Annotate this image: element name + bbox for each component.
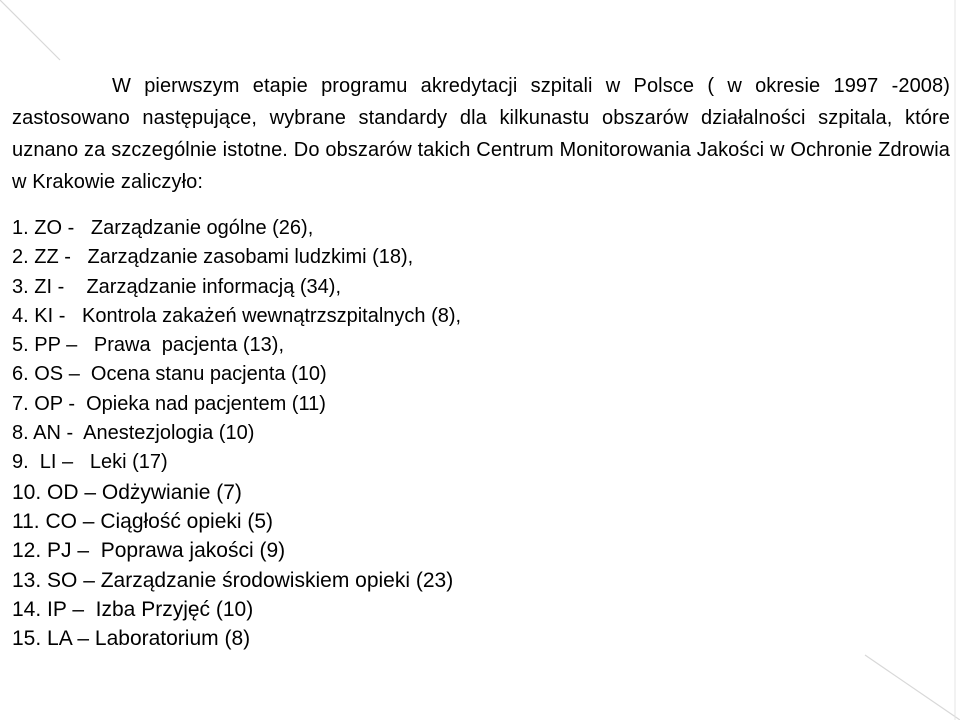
slide-content: [12, 70, 950, 653]
list-item: 13. SO – Zarządzanie środowiskiem opieki (23): [12, 568, 454, 592]
list-item: 15. LA – Laboratorium (8): [12, 627, 251, 651]
standards-list: [12, 214, 950, 653]
list-item: 3. ZI - Zarządzanie informacją (34),: [12, 275, 342, 298]
list-item: 14. IP – Izba Przyjęć (10): [12, 597, 254, 621]
list-item: 12. PJ – Poprawa jakości (9): [12, 539, 286, 563]
intro-paragraph: W pierwszym etapie programu akredytacji szpitali w Polsce ( w okresie 1997 -2008) zastosowano następujące, wybrane standardy dla kilkunastu obszarów działalności szpitala, które uznano za szczególnie istotne. Do obszarów takich Centrum Monitorowania Jakości w Ochronie Zdrowia w Krakowie zaliczyło:: [12, 75, 950, 193]
list-item: 10. OD – Odżywianie (7): [12, 480, 242, 504]
decor-diagonal-line-upper: [0, 0, 60, 60]
list-item: 6. OS – Ocena stanu pacjenta (10): [12, 363, 327, 386]
list-item: 4. KI - Kontrola zakażeń wewnątrzszpitalnych (8),: [12, 304, 462, 327]
list-item: 5. PP – Prawa pacjenta (13),: [12, 334, 285, 357]
decor-diagonal-line-lower: [865, 655, 960, 720]
list-item: 8. AN - Anestezjologia (10): [12, 422, 255, 445]
list-item: 2. ZZ - Zarządzanie zasobami ludzkimi (18),: [12, 246, 414, 269]
list-item: 11. CO – Ciągłość opieki (5): [12, 509, 274, 533]
list-item: 1. ZO - Zarządzanie ogólne (26),: [12, 217, 314, 239]
list-item: 9. LI – Leki (17): [12, 451, 168, 474]
list-item: 7. OP - Opieka nad pacjentem (11): [12, 392, 326, 415]
